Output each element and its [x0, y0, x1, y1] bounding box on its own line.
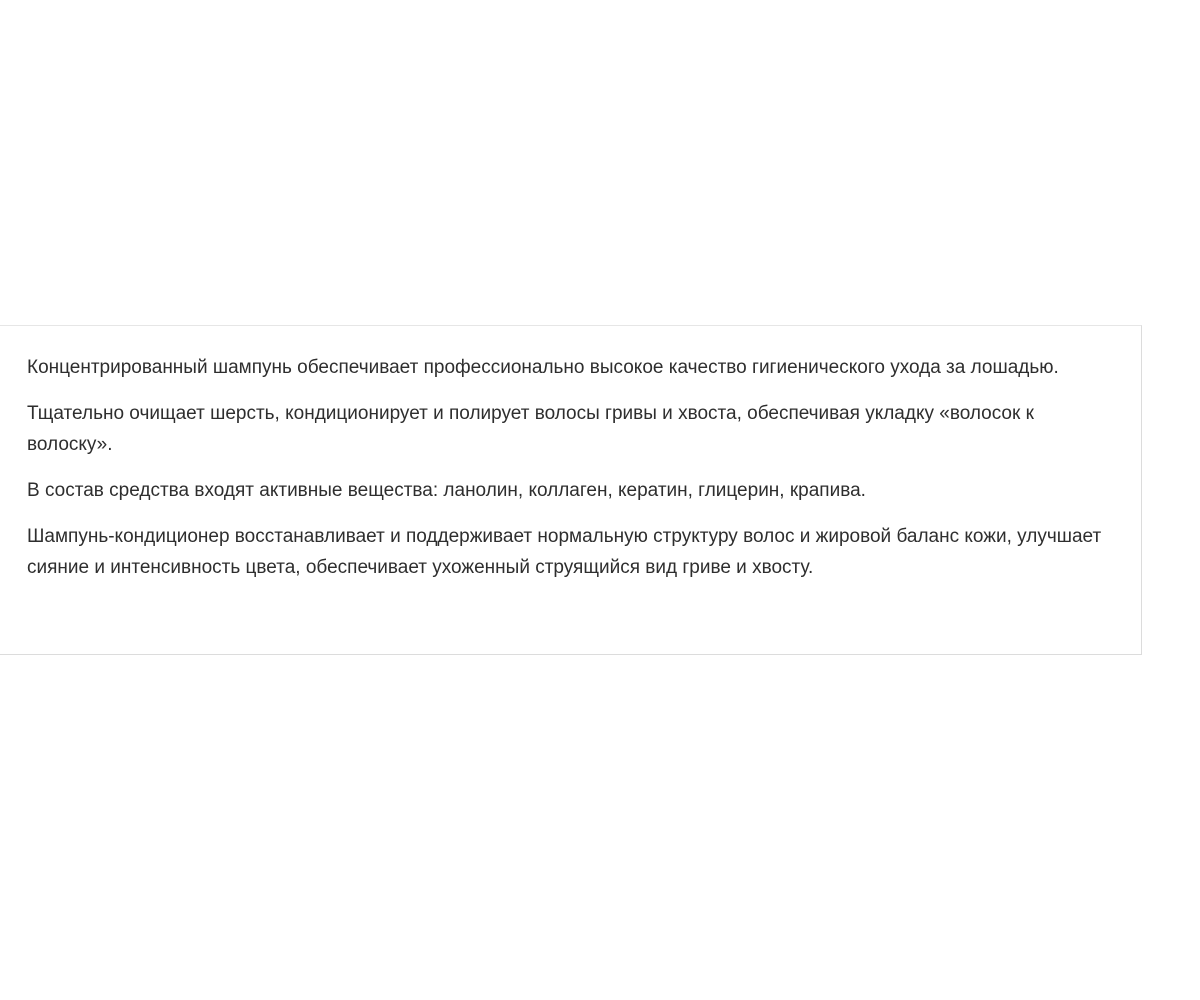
description-paragraph-3: В состав средства входят активные вещества: ланолин, коллаген, кератин, глицерин, крапива. — [27, 480, 866, 501]
product-description-panel — [0, 325, 1142, 655]
description-paragraph-2: Тщательно очищает шерсть, кондиционирует и полирует волосы гривы и хвоста, обеспечивая укладку «волосок к волоску». — [27, 403, 1034, 455]
description-paragraph-4: Шампунь-кондиционер восстанавливает и поддерживает нормальную структуру волос и жировой баланс кожи, улучшает сияние и интенсивность цвета, обеспечивает ухоженный струящийся вид гриве и хвосту. — [27, 526, 1102, 578]
description-paragraph-1: Концентрированный шампунь обеспечивает профессионально высокое качество гигиенического ухода за лошадью. — [27, 357, 1059, 378]
